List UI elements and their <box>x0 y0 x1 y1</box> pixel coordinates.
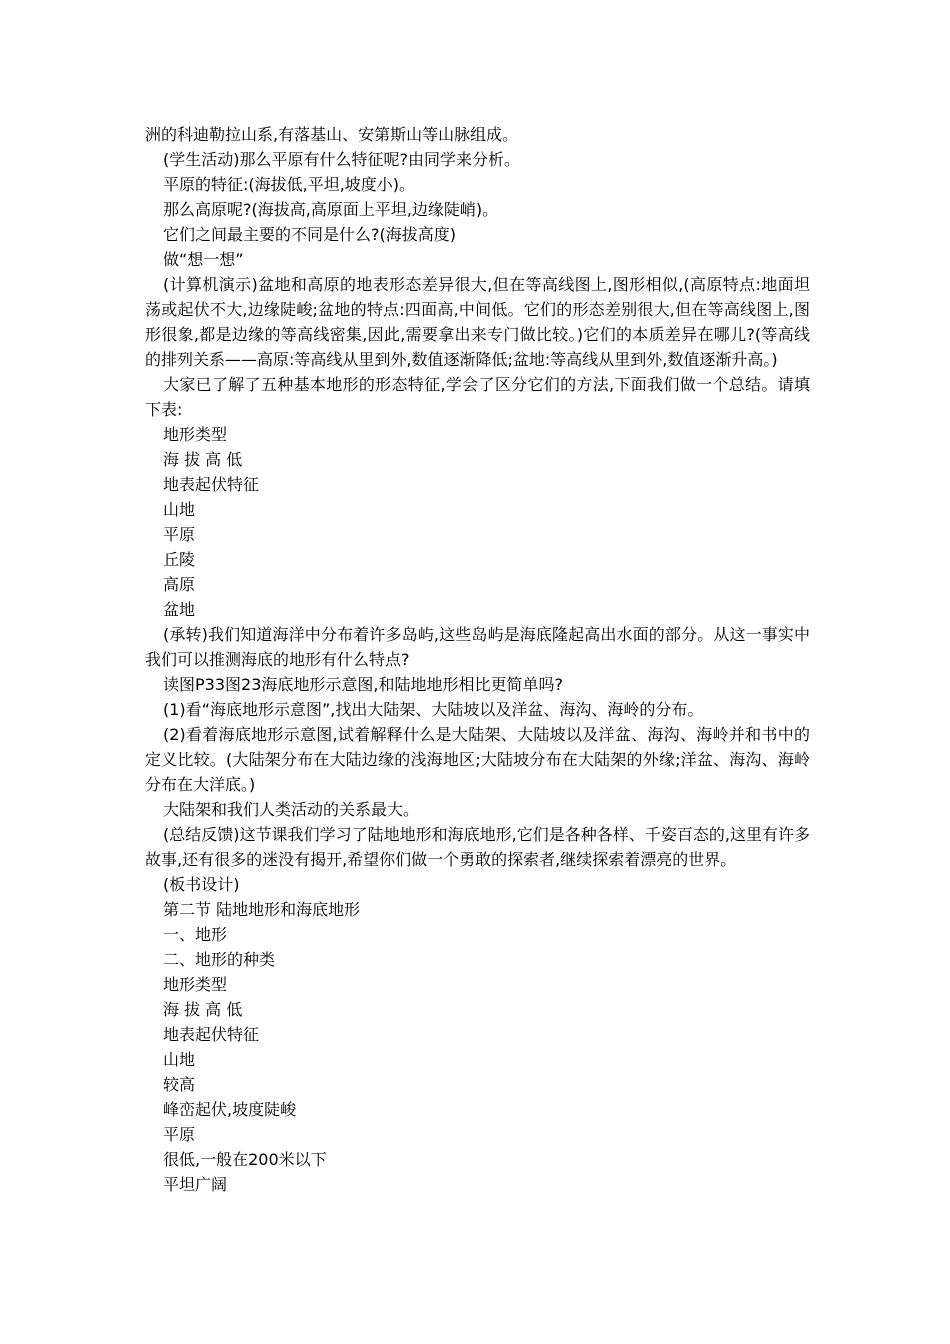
table-row-plateau: 高原 <box>163 575 196 594</box>
board-item-landform: 一、地形 <box>163 925 228 944</box>
table-row-basin: 盆地 <box>163 600 196 619</box>
board-mountain-altitude: 较高 <box>163 1075 196 1094</box>
paragraph-board-design: (板书设计) <box>163 875 240 894</box>
board-plain-relief: 平坦广阔 <box>163 1175 228 1194</box>
board-header-surface-relief: 地表起伏特征 <box>163 1025 260 1044</box>
board-mountain-relief: 峰峦起伏,坡度陡峻 <box>163 1100 297 1119</box>
paragraph-continuation: 洲的科迪勒拉山系,有落基山、安第斯山等山脉组成。 <box>145 125 519 144</box>
board-section-title: 第二节 陆地地形和海底地形 <box>163 900 361 919</box>
table-header-landform-type: 地形类型 <box>163 425 228 444</box>
table-row-hill: 丘陵 <box>163 550 196 569</box>
board-header-altitude: 海 拔 高 低 <box>163 1000 243 1019</box>
paragraph-student-activity: (学生活动)那么平原有什么特征呢?由同学来分析。 <box>163 150 520 169</box>
paragraph-read-figure: 读图P33图23海底地形示意图,和陆地地形相比更简单吗? <box>163 675 563 694</box>
table-header-surface-relief: 地表起伏特征 <box>163 475 260 494</box>
board-header-landform-type: 地形类型 <box>163 975 228 994</box>
board-item-landform-types: 二、地形的种类 <box>163 950 276 969</box>
table-row-plain: 平原 <box>163 525 196 544</box>
board-row-mountain: 山地 <box>163 1050 196 1069</box>
paragraph-task-1: (1)看“海底地形示意图”,找出大陆架、大陆坡以及洋盆、海沟、海岭的分布。 <box>163 700 704 719</box>
board-plain-altitude: 很低,一般在200米以下 <box>163 1150 327 1169</box>
paragraph-think: 做“想一想” <box>163 250 244 269</box>
paragraph-plateau-question: 那么高原呢?(海拔高,高原面上平坦,边缘陡峭)。 <box>163 200 499 219</box>
table-row-mountain: 山地 <box>163 500 196 519</box>
paragraph-main-difference: 它们之间最主要的不同是什么?(海拔高度) <box>163 225 456 244</box>
table-header-altitude: 海 拔 高 低 <box>163 450 243 469</box>
paragraph-continental-shelf: 大陆架和我们人类活动的关系最大。 <box>163 800 420 819</box>
paragraph-computer-demo: (计算机演示)盆地和高原的地表形态差异很大,但在等高线图上,图形相似,(高原特点:地面坦荡或起伏不大,边缘陡峻;盆地的特点:四面高,中间低。它们的形态差别很大,但在等高线图上,图形很象,都是边缘的等高线密集,因此,需要拿出来专门做比较。)它们的本质差异在哪儿?(等高线的排列关系——高原:等高线从里到外,数值逐渐降低;盆地:等高线从里到外,数值逐渐升高。) <box>145 275 810 369</box>
paragraph-task-2: (2)看着海底地形示意图,试着解释什么是大陆架、大陆坡以及洋盆、海沟、海岭并和书中的定义比较。(大陆架分布在大陆边缘的浅海地区;大陆坡分布在大陆架的外缘;洋盆、海沟、海岭分布在大洋底。) <box>145 725 810 794</box>
paragraph-summary-intro: 大家已了解了五种基本地形的形态特征,学会了区分它们的方法,下面我们做一个总结。请填下表: <box>145 375 810 419</box>
document-page <box>145 122 810 1197</box>
paragraph-transition: (承转)我们知道海洋中分布着许多岛屿,这些岛屿是海底隆起高出水面的部分。从这一事实中我们可以推测海底的地形有什么特点? <box>145 625 810 669</box>
paragraph-plain-features: 平原的特征:(海拔低,平坦,坡度小)。 <box>163 175 416 194</box>
paragraph-summary-feedback: (总结反馈)这节课我们学习了陆地地形和海底地形,它们是各种各样、千姿百态的,这里有许多故事,还有很多的迷没有揭开,希望你们做一个勇敢的探索者,继续探索着漂亮的世界。 <box>145 825 810 869</box>
board-row-plain: 平原 <box>163 1125 196 1144</box>
